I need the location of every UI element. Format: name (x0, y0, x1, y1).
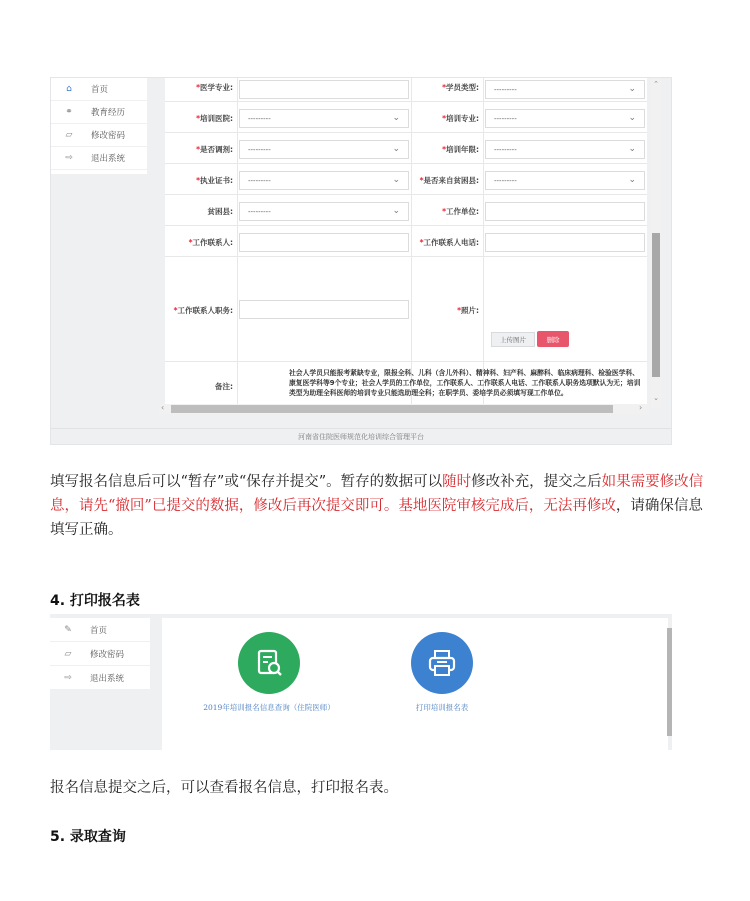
scroll-left-icon[interactable]: ‹ (161, 403, 165, 412)
remarks-label: 备注: (215, 382, 233, 391)
tile-caption: 2019年培训报名信息查询（住院医师） (203, 703, 335, 712)
contact-title-input[interactable] (239, 300, 409, 319)
poor-county-label: 贫困县: (207, 207, 233, 216)
years-select[interactable]: --------- ⌄ (485, 140, 645, 159)
sidebar (51, 78, 147, 174)
contact-phone-input[interactable] (485, 233, 645, 252)
sidebar-item-label: 修改密码 (90, 649, 125, 660)
contact-label: *工作联系人: (188, 238, 233, 247)
instruction-paragraph: 填写报名信息后可以“暂存”或“保存并提交”。暂存的数据可以随时修改补充，提交之后如果需要修改信息，请先“撤回”已提交的数据，修改后再次提交即可。基地医院审核完成后，无法再修改，请确保信息填写正确。 (50, 474, 704, 538)
chevron-down-icon: ⌄ (628, 175, 636, 185)
license-label: *执业证书: (196, 176, 233, 185)
document-search-icon (238, 632, 300, 694)
sidebar-item-logout[interactable] (51, 147, 147, 170)
student-type-select[interactable]: --------- ⌄ (485, 80, 645, 99)
upload-photo-button[interactable]: 上传图片 (491, 332, 535, 347)
chevron-down-icon: ⌄ (392, 175, 400, 185)
scroll-down-icon[interactable]: ⌄ (653, 394, 659, 402)
sidebar-item-label: 修改密码 (91, 131, 126, 141)
print-form-tile[interactable] (382, 632, 502, 713)
work-unit-input[interactable] (485, 202, 645, 221)
main-panel (162, 618, 668, 750)
sidebar-item-password[interactable] (51, 124, 147, 147)
poor-county-select[interactable]: --------- ⌄ (239, 202, 409, 221)
contact-input[interactable] (239, 233, 409, 252)
sidebar-item-label: 退出系统 (90, 673, 125, 684)
section-heading-admission: 5. 录取查询 (50, 829, 126, 845)
horizontal-scrollbar[interactable] (159, 404, 649, 414)
pencil-icon: ✎ (64, 624, 72, 635)
adjust-label: *是否调剂: (196, 145, 233, 154)
chevron-down-icon: ⌄ (628, 84, 636, 94)
vertical-scrollbar[interactable] (651, 78, 661, 408)
adjust-select[interactable]: --------- ⌄ (239, 140, 409, 159)
sidebar-item-education[interactable] (51, 101, 147, 124)
chevron-down-icon: ⌄ (628, 144, 636, 154)
registration-query-tile[interactable] (194, 632, 344, 713)
hospital-select[interactable]: --------- ⌄ (239, 109, 409, 128)
train-major-label: *培训专业: (442, 114, 479, 123)
vertical-scrollbar[interactable] (667, 628, 672, 736)
sidebar-item-password[interactable] (50, 642, 150, 666)
logout-icon: ⇨ (64, 672, 72, 683)
printer-icon (411, 632, 473, 694)
photo-label: *照片: (457, 306, 479, 315)
remarks-text: 社会人学员只能报考紧缺专业，限报全科、儿科（含儿外科）、精神科、妇产科、麻醉科、临床病理科、检验医学科、康复医学科等9个专业；社会人学员的工作单位，工作联系人、工作联系人电话、工作联系人职务选项默认为无；培训类型为助理全科医师的培训专业只能选助理全科；在职学员、委培学员必须填写现工作单位。 (289, 369, 641, 397)
poor-select[interactable]: --------- ⌄ (485, 171, 645, 190)
chevron-down-icon: ⌄ (392, 113, 400, 123)
section-heading-print: 4. 打印报名表 (50, 593, 140, 609)
sidebar (50, 618, 150, 690)
sidebar-item-label: 首页 (90, 625, 108, 636)
chevron-down-icon: ⌄ (392, 206, 400, 216)
scroll-right-icon[interactable]: › (639, 403, 643, 412)
sidebar-item-label: 首页 (91, 85, 109, 95)
sidebar-item-home[interactable] (51, 78, 147, 101)
user-icon: ⚭ (65, 107, 73, 117)
major-label: *医学专业: (196, 83, 233, 92)
train-major-select[interactable]: --------- ⌄ (485, 109, 645, 128)
lock-icon: ▱ (64, 648, 72, 659)
contact-phone-label: *工作联系人电话: (419, 238, 479, 247)
print-page-screenshot (50, 614, 672, 750)
chevron-down-icon: ⌄ (628, 113, 636, 123)
print-paragraph: 报名信息提交之后，可以查看报名信息，打印报名表。 (50, 780, 398, 796)
years-label: *培训年限: (442, 145, 479, 154)
home-icon: ⌂ (66, 84, 72, 94)
delete-photo-button[interactable]: 删除 (537, 331, 569, 347)
chevron-down-icon: ⌄ (392, 144, 400, 154)
sidebar-item-logout[interactable] (50, 666, 150, 690)
tile-caption: 打印培训报名表 (415, 703, 469, 712)
scroll-up-icon[interactable]: ⌃ (653, 80, 659, 88)
sidebar-item-home[interactable] (50, 618, 150, 642)
registration-form (165, 78, 647, 404)
work-unit-label: *工作单位: (442, 207, 479, 216)
platform-footer: 河南省住院医师规范化培训综合管理平台 (51, 428, 671, 445)
contact-title-label: *工作联系人职务: (173, 306, 233, 315)
poor-label: *是否来自贫困县: (419, 176, 479, 185)
student-type-label: *学员类型: (442, 83, 479, 92)
sidebar-item-label: 退出系统 (91, 154, 126, 164)
registration-form-screenshot (50, 77, 672, 445)
scrollbar-thumb[interactable] (171, 405, 613, 413)
license-select[interactable]: --------- ⌄ (239, 171, 409, 190)
hospital-label: *培训医院: (196, 114, 233, 123)
major-input[interactable] (239, 80, 409, 99)
logout-icon: ⇨ (65, 153, 73, 163)
sidebar-item-label: 教育经历 (91, 108, 126, 118)
lock-icon: ▱ (65, 130, 73, 140)
scrollbar-thumb[interactable] (652, 233, 660, 377)
